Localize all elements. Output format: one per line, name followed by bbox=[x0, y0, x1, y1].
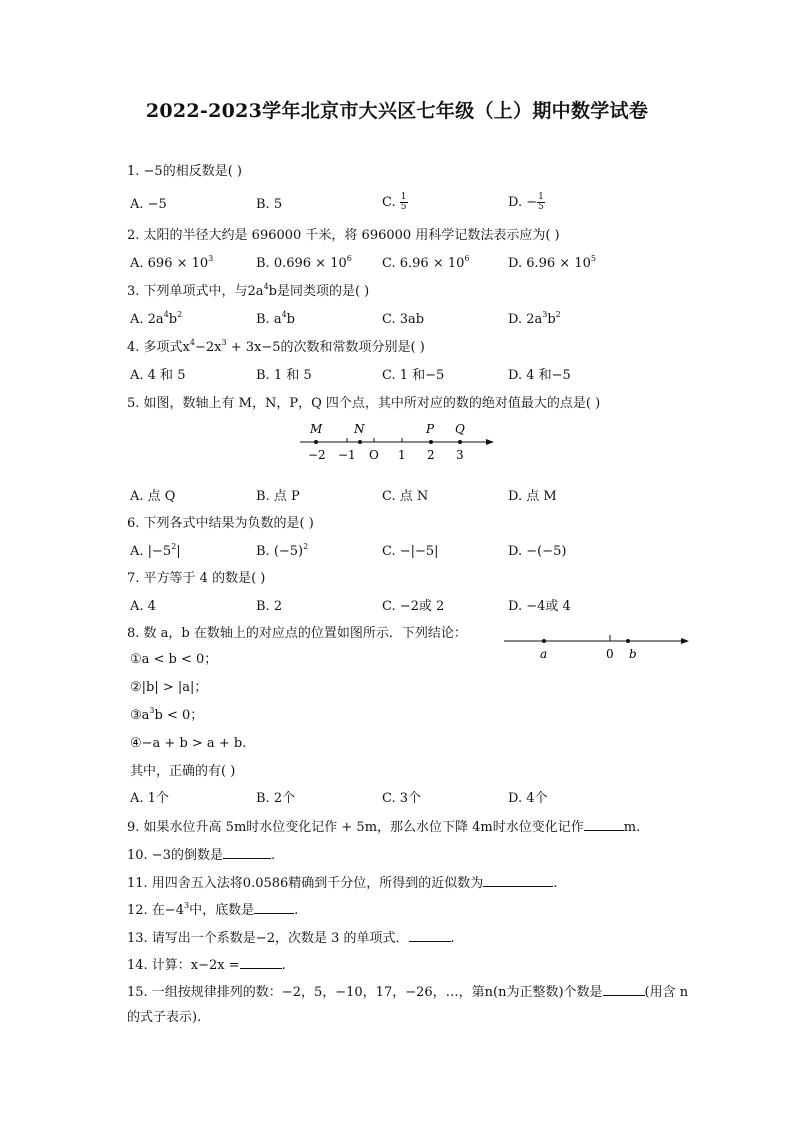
q3-option-b: B. $a^4b$ bbox=[256, 310, 295, 327]
point-a bbox=[542, 639, 546, 643]
q4-option-c: C. 1 和−5 bbox=[382, 368, 445, 383]
q8-option-d: D. 4个 bbox=[508, 791, 548, 806]
question-5-stem: 5. 如图，数轴上有 M，N，P，Q 四个点，其中所对应的数的绝对值最大的点是( ) bbox=[127, 396, 601, 411]
axis-arrow bbox=[486, 439, 494, 445]
label-m: M bbox=[310, 422, 323, 436]
q5-option-b: B. 点 P bbox=[256, 489, 300, 504]
question-15-continuation: 的式子表示). bbox=[127, 1010, 202, 1025]
q3-option-a: A. $2a^4b^2$ bbox=[130, 310, 183, 327]
tick-label: 3 bbox=[456, 448, 464, 462]
question-14: 14. 计算：x−2x = . bbox=[127, 958, 286, 973]
answer-blank[interactable] bbox=[240, 956, 282, 969]
point-p bbox=[429, 440, 433, 444]
answer-blank[interactable] bbox=[254, 901, 294, 914]
q7-option-c: C. −2或 2 bbox=[382, 599, 445, 614]
q8-statement-2: ②|b| > |a|； bbox=[130, 680, 208, 695]
q2-option-a: A. $696 \times 10^3$ bbox=[130, 254, 214, 271]
q1-option-d: D. − $\frac{1}{5}$ bbox=[508, 192, 544, 212]
question-6-stem: 6. 下列各式中结果为负数的是( ) bbox=[127, 516, 314, 531]
label-a: a bbox=[540, 647, 548, 661]
q2-option-b: B. $0.696 \times 10^6$ bbox=[256, 254, 352, 271]
answer-blank[interactable] bbox=[603, 983, 645, 996]
number-line-figure-2 bbox=[500, 630, 694, 662]
q1-option-c: C. $\frac{1}{5}$ bbox=[382, 192, 407, 212]
question-10: 10. −3的倒数是 . bbox=[127, 848, 276, 863]
axis-arrow bbox=[681, 638, 689, 644]
tick-label: O bbox=[369, 448, 379, 462]
q6-option-b: B. $(-5)^2$ bbox=[256, 542, 309, 559]
tick-label: 1 bbox=[398, 448, 406, 462]
q5-option-d: D. 点 M bbox=[508, 489, 557, 504]
tick-label: −1 bbox=[338, 448, 356, 462]
page-title: 2022-2023学年北京市大兴区七年级（上）期中数学试卷 bbox=[145, 100, 649, 122]
answer-blank[interactable] bbox=[483, 874, 553, 887]
question-1-stem: 1. −5的相反数是( ) bbox=[127, 164, 242, 179]
q8-statement-3: $③a^3b < 0$； bbox=[130, 706, 204, 723]
q4-option-d: D. 4 和−5 bbox=[508, 368, 571, 383]
number-line-figure-1 bbox=[294, 418, 504, 464]
question-8-stem: 8. 数 a，b 在数轴上的对应点的位置如图所示．下列结论： bbox=[127, 626, 467, 641]
point-m bbox=[314, 440, 318, 444]
point-q bbox=[458, 440, 462, 444]
point-b bbox=[626, 639, 630, 643]
question-13: 13. 请写出一个系数是−2，次数是 3 的单项式． . bbox=[127, 931, 455, 946]
q6-option-a: A. $|-5^2|$ bbox=[130, 542, 181, 559]
q8-option-b: B. 2个 bbox=[256, 791, 296, 806]
q3-option-d: D. $2a^3b^2$ bbox=[508, 310, 561, 327]
answer-blank[interactable] bbox=[584, 818, 624, 831]
q1-option-b: B. 5 bbox=[256, 197, 283, 212]
label-zero: 0 bbox=[606, 647, 614, 661]
q8-question: 其中，正确的有( ) bbox=[130, 764, 236, 779]
q8-option-a: A. 1个 bbox=[130, 791, 169, 806]
answer-blank[interactable] bbox=[223, 846, 271, 859]
fraction: $\frac{1}{5}$ bbox=[538, 192, 544, 212]
point-n bbox=[358, 440, 362, 444]
label-p: P bbox=[426, 422, 435, 436]
q6-option-c: C. −|−5| bbox=[382, 544, 439, 559]
label-n: N bbox=[354, 422, 365, 436]
q1-option-a: A. −5 bbox=[130, 197, 167, 212]
question-12: 12. 在$-4^3$中，底数是 . bbox=[127, 901, 299, 918]
label-b: b bbox=[629, 647, 637, 661]
question-3-stem: 3. 下列单项式中，与$2a^4b$是同类项的是( ) bbox=[127, 282, 370, 299]
tick-label: 2 bbox=[427, 448, 435, 462]
q3-option-c: C. 3ab bbox=[382, 312, 425, 327]
q7-option-b: B. 2 bbox=[256, 599, 283, 614]
q8-statement-4: ④−a + b > a + b. bbox=[130, 736, 247, 751]
q5-option-a: A. 点 Q bbox=[130, 489, 176, 504]
q4-option-b: B. 1 和 5 bbox=[256, 368, 312, 383]
question-9: 9. 如果水位升高 5m时水位变化记作 + 5m，那么水位下降 4m时水位变化记作 m. bbox=[127, 820, 641, 835]
label-q: Q bbox=[455, 422, 465, 436]
question-2-stem: 2. 太阳的半径大约是 696000 千米，将 696000 用科学记数法表示应为( ) bbox=[127, 228, 560, 243]
answer-blank[interactable] bbox=[409, 929, 451, 942]
q7-option-d: D. −4或 4 bbox=[508, 599, 571, 614]
q6-option-d: D. −(−5) bbox=[508, 544, 567, 559]
q5-option-c: C. 点 N bbox=[382, 489, 429, 504]
q8-statement-1: ①a < b < 0； bbox=[130, 652, 218, 667]
q8-option-c: C. 3个 bbox=[382, 791, 422, 806]
question-11: 11. 用四舍五入法将0.0586精确到千分位，所得到的近似数为 . bbox=[127, 876, 558, 891]
question-7-stem: 7. 平方等于 4 的数是( ) bbox=[127, 571, 266, 586]
q4-option-a: A. 4 和 5 bbox=[130, 368, 186, 383]
question-4-stem: 4. 多项式$x^4-2x^3 + 3x-5$的次数和常数项分别是( ) bbox=[127, 338, 425, 355]
q7-option-a: A. 4 bbox=[130, 599, 156, 614]
q2-option-c: C. $6.96 \times 10^6$ bbox=[382, 254, 470, 271]
question-15: 15. 一组按规律排列的数：−2，5，−10，17，−26，…，第n(n为正整数)个数是 (用含 n bbox=[127, 985, 689, 1000]
fraction: $\frac{1}{5}$ bbox=[400, 192, 407, 212]
q2-option-d: D. $6.96 \times 10^5$ bbox=[508, 254, 596, 271]
tick-label: −2 bbox=[308, 448, 326, 462]
